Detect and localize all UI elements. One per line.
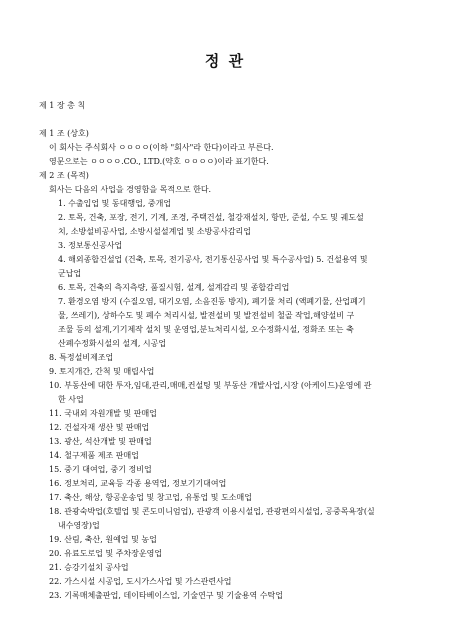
article-1-line: 영문으로는 ㅇㅇㅇㅇ.CO., LTD.(약호 ㅇㅇㅇㅇ)이라 표기한다.: [49, 157, 269, 166]
article-2-heading: 제 2 조 (목적): [39, 171, 89, 180]
purpose-item: 20. 유료도로업 및 주차장운영업: [49, 549, 163, 558]
chapter-heading: 제 1 장 총 칙: [39, 101, 86, 110]
purpose-item: 군납업: [58, 269, 82, 278]
purpose-item: 19. 산림, 축산, 원예업 및 농업: [49, 535, 157, 544]
purpose-item: 산폐수정화시설의 설계, 시공업: [58, 339, 167, 348]
article-1-line: 이 회사는 주식회사 ㅇㅇㅇㅇ(이하 "회사"라 한다)이라고 부른다.: [49, 143, 274, 152]
purpose-item: 4. 해외종합건설업 (건축, 토목, 전기공사, 전기통신공사업 및 특수공사업) 5. 건설용역 및: [58, 255, 368, 264]
purpose-item: 1. 수출입업 및 동대행업, 중개업: [58, 199, 172, 208]
purpose-item: 조물 등의 설계,기기제작 설치 및 운영업,분뇨처리시설, 오수정화시설, 정화조 또는 축: [58, 325, 354, 334]
article-1-heading: 제 1 조 (상호): [39, 129, 89, 138]
purpose-item: 16. 정보처리, 교육등 각종 용역업, 정보기기대여업: [49, 479, 227, 488]
page-title: 정 관: [204, 52, 246, 70]
purpose-item: 13. 광산, 석산개발 및 판매업: [49, 437, 152, 446]
purpose-item: 10. 부동산에 대한 투자,임대,관리,매매,컨설팅 및 부동산 개발사업,시장 (아케이드)운영에 관: [49, 381, 372, 390]
purpose-item: 15. 중기 대여업, 중기 정비업: [49, 465, 152, 474]
purpose-item: 3. 정보통신공사업: [58, 241, 123, 250]
purpose-item: 21. 승강기설치 공사업: [49, 563, 129, 572]
purpose-item: 8. 특정설비제조업: [49, 353, 114, 362]
purpose-item: 18. 관광숙박업(호텔업 및 콘도미니엄업), 관광객 이용시설업, 관광편의시설업, 공중목욕장(실: [49, 507, 375, 516]
purpose-item: 17. 축산, 해상, 항공운송업 및 창고업, 유통업 및 도소매업: [49, 493, 252, 502]
purpose-item: 9. 토지개간, 간척 및 매립사업: [49, 367, 155, 376]
purpose-item: 22. 가스시설 시공업, 도시가스사업 및 가스관련사업: [49, 577, 232, 586]
purpose-item: 한 사업: [58, 395, 84, 404]
purpose-item: 2. 토목, 건축, 포장, 전기, 기계, 조경, 주택건설, 철강재설치, 항만, 준설, 수도 및 궤도설: [58, 213, 364, 222]
purpose-item: 내수영장)업: [58, 521, 100, 530]
purpose-item: 7. 환경오염 방지 (수질오염, 대기오염, 소음진동 방지), 폐기물 처리 (액폐기물, 산업폐기: [58, 297, 366, 306]
article-2-intro: 회사는 다음의 사업을 경영함을 목적으로 한다.: [49, 185, 212, 194]
purpose-item: 11. 국내외 자원개발 및 판매업: [49, 409, 157, 418]
purpose-item: 14. 철구제품 제조 판매업: [49, 451, 139, 460]
purpose-item: 치, 소방설비공사업, 소방시설설계업 및 소방공사감리업: [58, 227, 251, 236]
purpose-item: 물, 쓰레기), 상하수도 및 폐수 처리시설, 발전설비 및 발전설비 철골 작업,해양설비 구: [58, 311, 355, 320]
purpose-item: 12. 건설자재 생산 및 판매업: [49, 423, 150, 432]
purpose-item: 6. 토목, 건축의 측지측량, 품질시험, 설계, 설계감리 및 종합감리업: [58, 283, 290, 292]
purpose-item: 23. 기록매체출판업, 데이타베이스업, 기술연구 및 기술용역 수탁업: [49, 591, 283, 600]
